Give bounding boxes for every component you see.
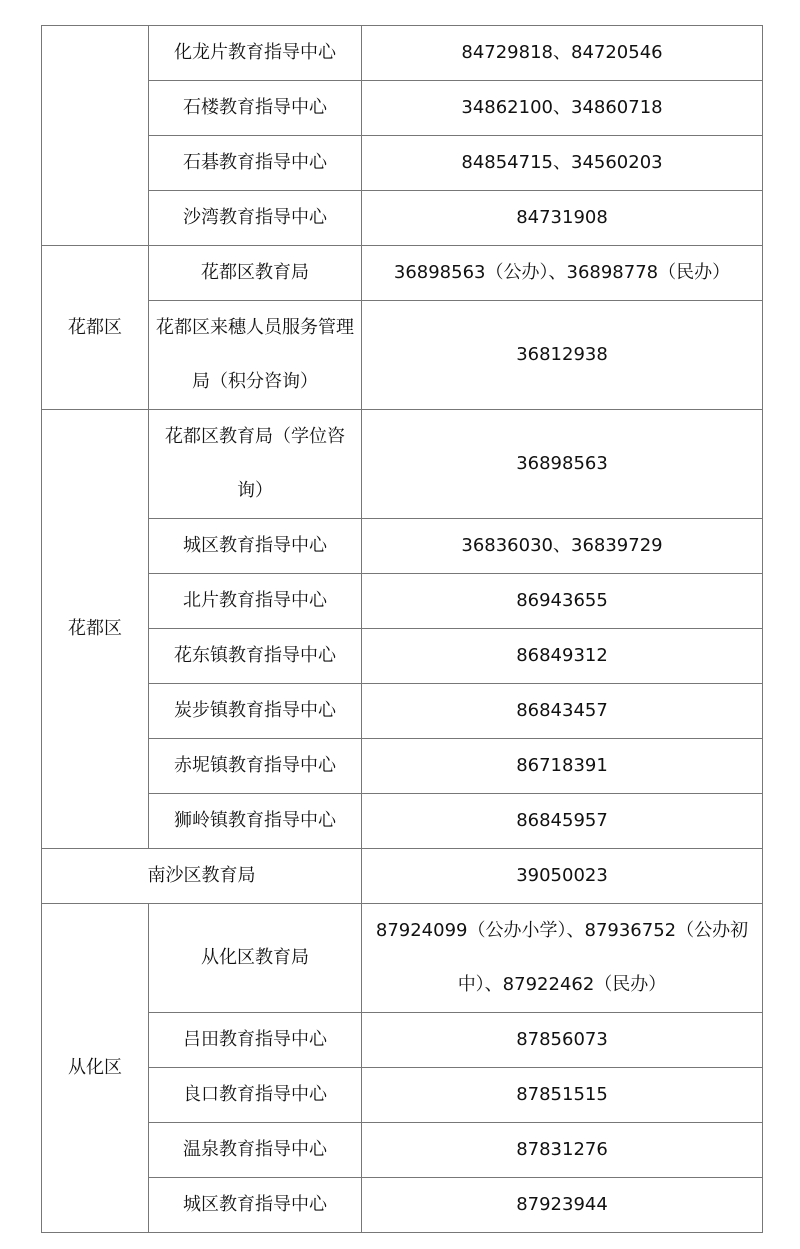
office-name-cell: 沙湾教育指导中心: [149, 191, 362, 246]
office-name-cell: 城区教育指导中心: [149, 519, 362, 574]
office-name-cell: 化龙片教育指导中心: [149, 26, 362, 81]
phone-cell: 39050023: [362, 849, 763, 904]
office-name-cell: 花东镇教育指导中心: [149, 629, 362, 684]
table-row: [42, 904, 763, 1013]
table-row: [42, 739, 763, 794]
district-cell: 花都区: [42, 246, 149, 410]
table-row: [42, 629, 763, 684]
office-name-cell: 石楼教育指导中心: [149, 81, 362, 136]
district-cell: 花都区: [42, 410, 149, 849]
table-row: [42, 246, 763, 301]
contact-table: [41, 25, 763, 1233]
office-name-cell: 吕田教育指导中心: [149, 1013, 362, 1068]
contact-table-body: [42, 26, 763, 1233]
phone-cell: 86943655: [362, 574, 763, 629]
table-row: [42, 519, 763, 574]
phone-cell: 34862100、34860718: [362, 81, 763, 136]
table-row: [42, 1013, 763, 1068]
office-name-cell: 炭步镇教育指导中心: [149, 684, 362, 739]
phone-cell: 86849312: [362, 629, 763, 684]
phone-cell: 87851515: [362, 1068, 763, 1123]
office-name-cell: 温泉教育指导中心: [149, 1123, 362, 1178]
office-name-cell: 良口教育指导中心: [149, 1068, 362, 1123]
phone-cell: 84729818、84720546: [362, 26, 763, 81]
phone-cell: 86843457: [362, 684, 763, 739]
phone-cell: 87923944: [362, 1178, 763, 1233]
table-row: [42, 794, 763, 849]
table-row: [42, 26, 763, 81]
table-row: [42, 1178, 763, 1233]
table-row: [42, 136, 763, 191]
district-cell: 从化区: [42, 904, 149, 1233]
table-row: [42, 81, 763, 136]
phone-cell: 87924099（公办小学）、87936752（公办初中）、87922462（民办）: [362, 904, 763, 1013]
office-name-cell: 从化区教育局: [149, 904, 362, 1013]
table-row: [42, 1123, 763, 1178]
office-name-cell: 城区教育指导中心: [149, 1178, 362, 1233]
phone-cell: 84854715、34560203: [362, 136, 763, 191]
phone-cell: 84731908: [362, 191, 763, 246]
table-row: [42, 574, 763, 629]
office-name-cell: 北片教育指导中心: [149, 574, 362, 629]
phone-cell: 36898563: [362, 410, 763, 519]
office-name-cell: 石碁教育指导中心: [149, 136, 362, 191]
office-name-cell: 花都区教育局: [149, 246, 362, 301]
office-name-cell: 花都区教育局（学位咨询）: [149, 410, 362, 519]
table-row: [42, 410, 763, 519]
table-row: [42, 684, 763, 739]
office-name-cell: 花都区来穗人员服务管理局（积分咨询）: [149, 301, 362, 410]
office-name-cell: 狮岭镇教育指导中心: [149, 794, 362, 849]
phone-cell: 87831276: [362, 1123, 763, 1178]
district-cell: [42, 26, 149, 246]
phone-cell: 36898563（公办）、36898778（民办）: [362, 246, 763, 301]
office-name-cell: 南沙区教育局: [42, 849, 362, 904]
table-row: [42, 1068, 763, 1123]
phone-cell: 86845957: [362, 794, 763, 849]
office-name-cell: 赤坭镇教育指导中心: [149, 739, 362, 794]
table-row: [42, 301, 763, 410]
table-row: [42, 849, 763, 904]
phone-cell: 86718391: [362, 739, 763, 794]
phone-cell: 36836030、36839729: [362, 519, 763, 574]
table-row: [42, 191, 763, 246]
phone-cell: 87856073: [362, 1013, 763, 1068]
phone-cell: 36812938: [362, 301, 763, 410]
